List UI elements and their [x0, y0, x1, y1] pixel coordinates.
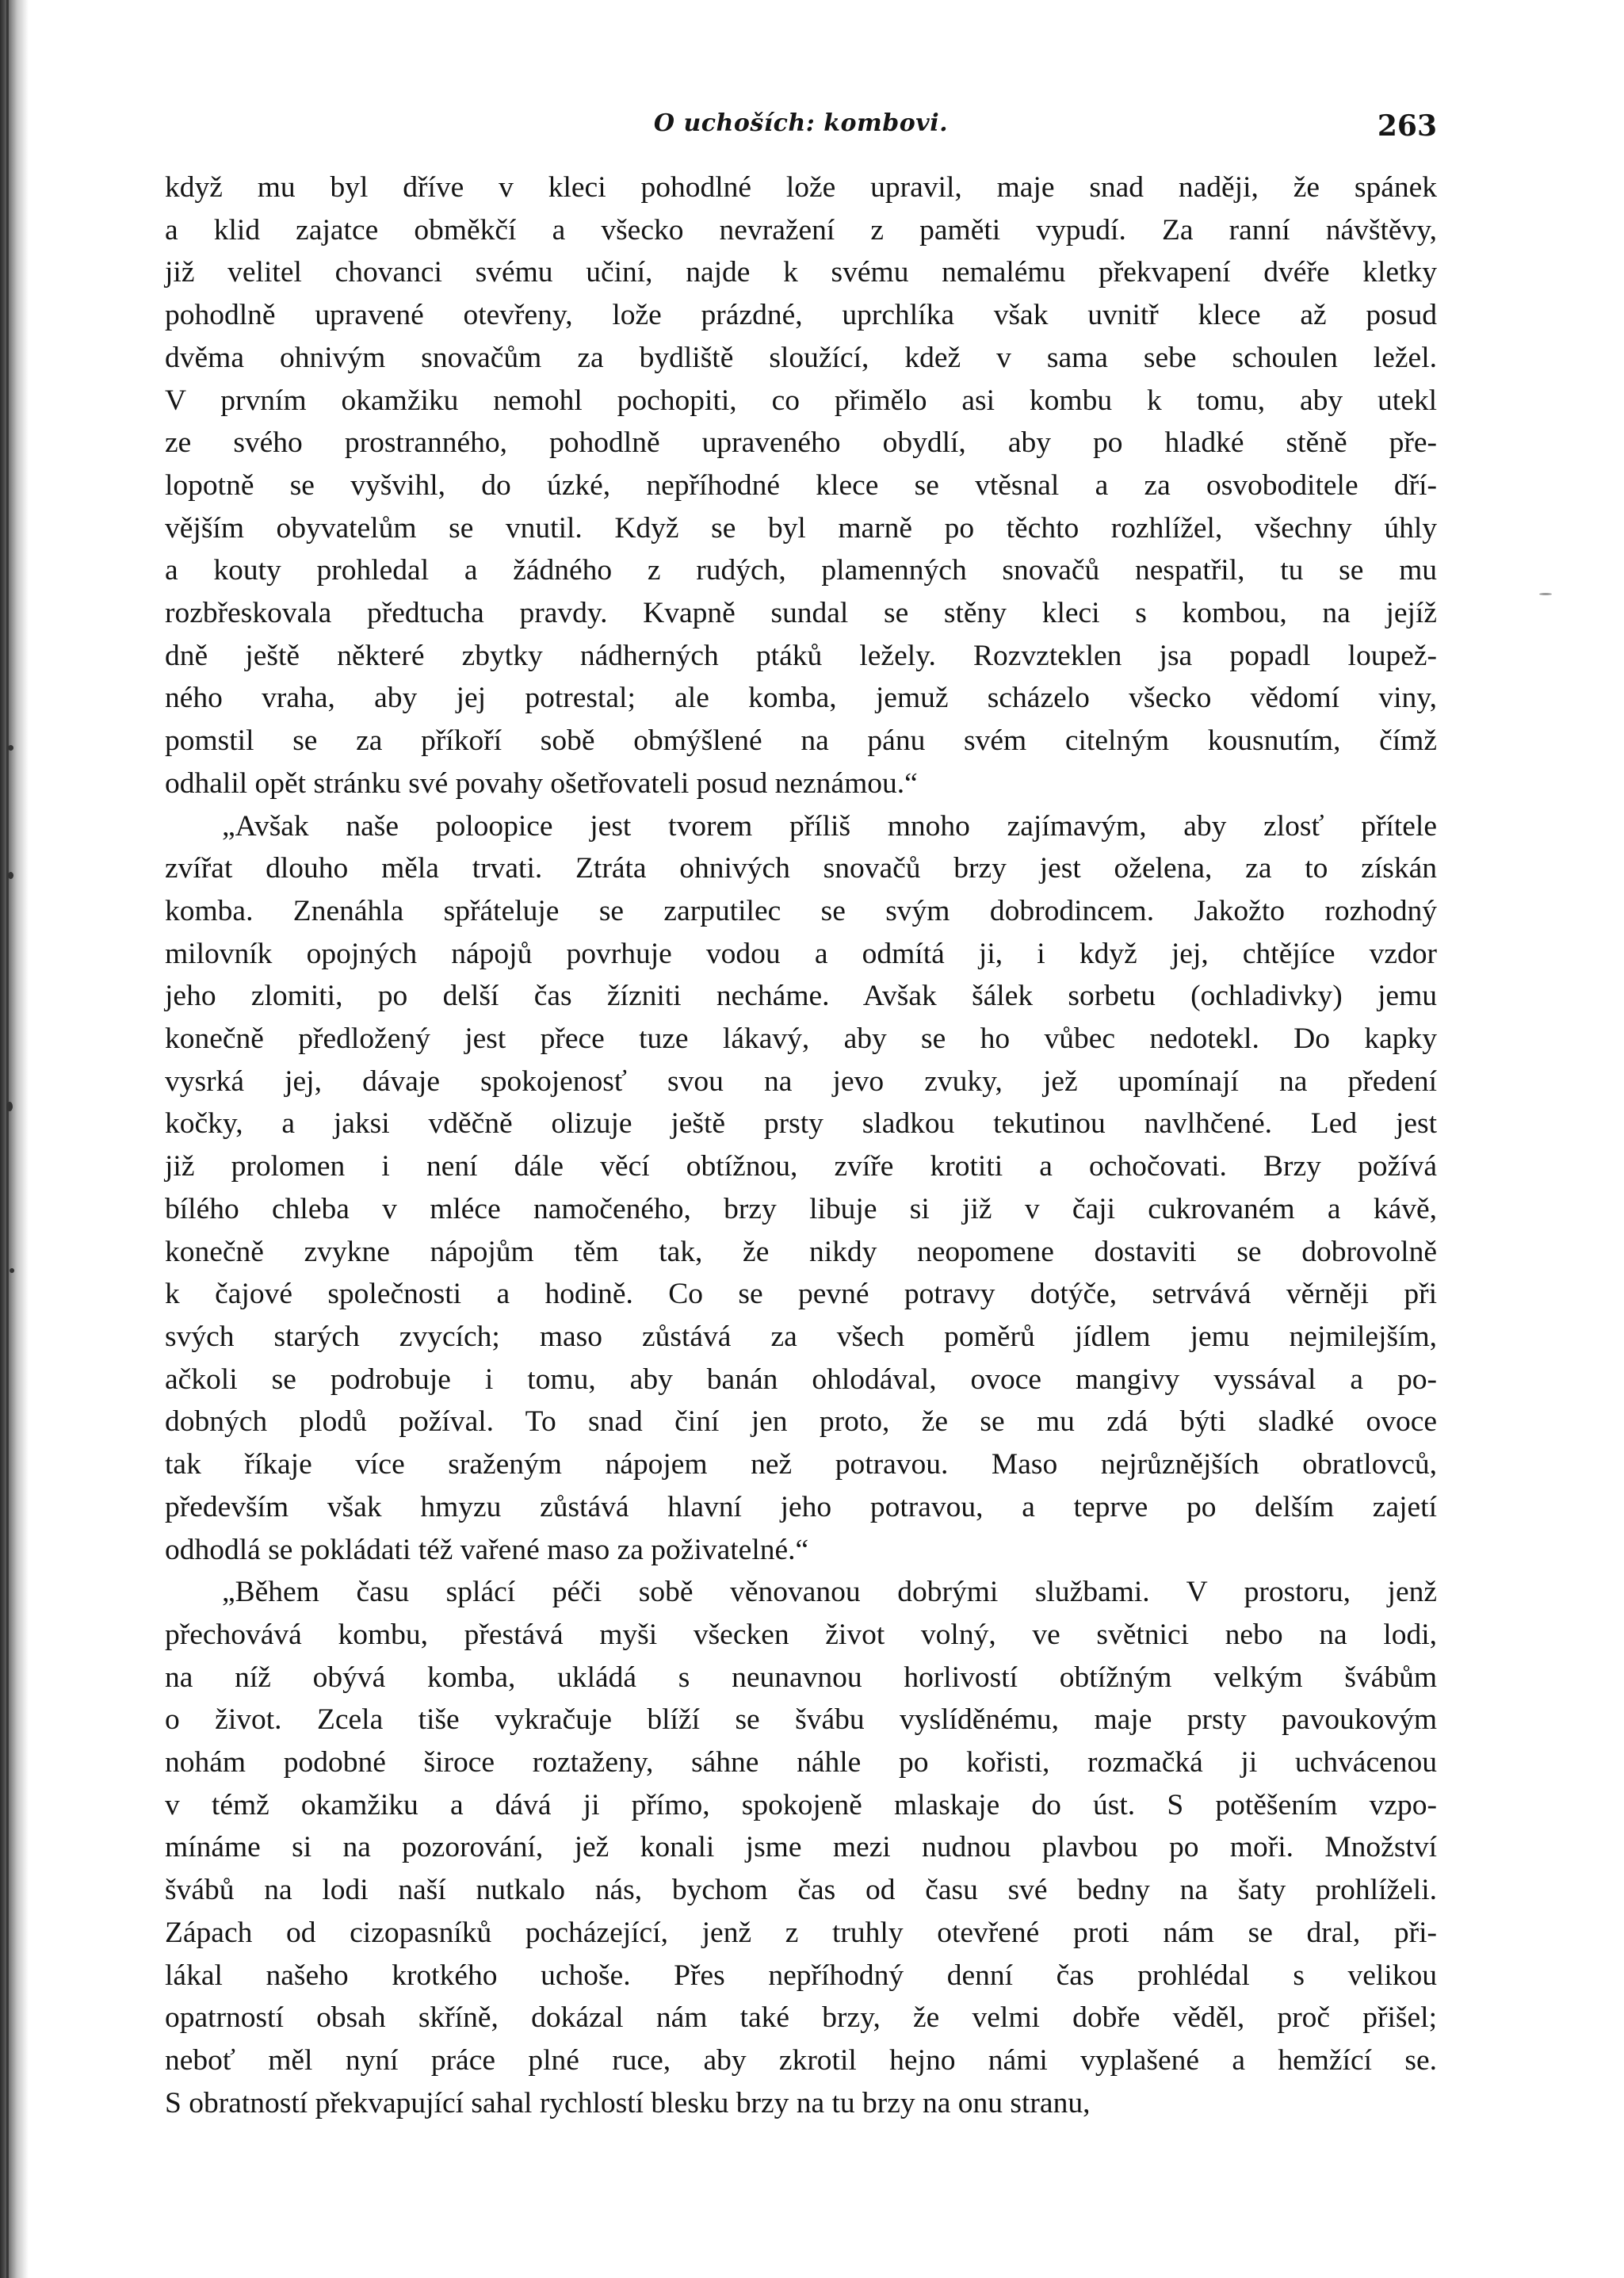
text-line: k čajové společnosti a hodině. Co se pevné potravy dotýče, setrvává věrněji při — [165, 1278, 1437, 1311]
text-line: když mu byl dříve v kleci pohodlné lože upravil, maje snad naději, že spánek — [165, 171, 1437, 204]
text-line: nohám podobné široce roztaženy, sáhne náhle po kořisti, rozmačká ji uchvácenou — [165, 1746, 1437, 1779]
text-line: tak říkaje více sraženým nápojem než potravou. Maso nejrůznějších obratlovců, — [165, 1448, 1437, 1481]
text-line: „Během času splácí péči sobě věnovanou dobrými službami. V prostoru, jenž — [222, 1576, 1437, 1609]
text-line: lákal našeho krotkého uchoše. Přes nepříhodný denní čas prohlédal s velikou — [165, 1959, 1437, 1992]
margin-speck — [6, 1102, 13, 1111]
text-line: dně ještě některé zbytky nádherných ptáků ležely. Rozvzteklen jsa popadl loupež- — [165, 639, 1437, 672]
text-line: především však hmyzu zůstává hlavní jeho potravou, a teprve po delším zajetí — [165, 1490, 1437, 1523]
text-line: zvířat dlouho měla trvati. Ztráta ohnivých snovačů brzy jest oželena, za to získán — [165, 852, 1437, 885]
text-line: a klid zajatce obměkčí a všecko nevražení z paměti vypudí. Za ranní návštěvy, — [165, 213, 1437, 247]
body-text — [165, 166, 1437, 2124]
text-line: již velitel chovanci svému učiní, najde k svému nemalému překvapení dvéře kletky — [165, 256, 1437, 289]
text-line: mínáme si na pozorování, jež konali jsme mezi nudnou plavbou po moři. Množství — [165, 1831, 1437, 1864]
paragraph — [165, 1571, 1437, 2124]
text-line: kočky, a jaksi vděčně olizuje ještě prsty sladkou tekutinou navlhčené. Led jest — [165, 1107, 1437, 1141]
text-line: „Avšak naše poloopice jest tvorem příliš mnoho zajímavým, aby zlosť přítele — [222, 809, 1437, 843]
paragraph — [165, 166, 1437, 805]
text-line: pohodlně upravené otevřeny, lože prázdné, uprchlíka však uvnitř klece až posud — [165, 299, 1437, 332]
text-line: konečně předložený jest přece tuze lákavý, aby se ho vůbec nedotekl. Do kapky — [165, 1022, 1437, 1056]
scan-page-edge — [6, 0, 9, 2278]
running-title: O uchoších: kombovi. — [653, 109, 949, 137]
text-line: v témž okamžiku a dává ji přímo, spokojeně mlaskaje do úst. S potěšením vzpo- — [165, 1788, 1437, 1821]
text-line: ačkoli se podrobuje i tomu, aby banán ohlodával, ovoce mangivy vyssával a po- — [165, 1363, 1437, 1396]
text-line: již prolomen i není dále věcí obtížnou, zvíře krotiti a ochočovati. Brzy požívá — [165, 1150, 1437, 1183]
text-line: vysrká jej, dávaje spokojenosť svou na jevo zvuky, jež upomínají na předení — [165, 1064, 1437, 1098]
book-page — [165, 109, 1437, 2124]
margin-speck — [8, 745, 13, 751]
text-line: S obratností překvapující sahal rychlostí blesku brzy na tu brzy na onu stranu, — [165, 2086, 1091, 2119]
text-line: rozbřeskovala předtucha pravdy. Kvapně sundal se stěny kleci s kombou, na jejíž — [165, 597, 1437, 630]
text-line: dobných plodů požíval. To snad činí jen proto, že se mu zdá býti sladké ovoce — [165, 1405, 1437, 1439]
text-line: jeho zlomiti, po delší čas žízniti necháme. Avšak šálek sorbetu (ochladivky) jemu — [165, 980, 1437, 1013]
text-line: opatrností obsah skříně, dokázal nám také brzy, že velmi dobře věděl, proč přišel; — [165, 2001, 1437, 2035]
running-head — [165, 109, 1437, 149]
text-line: o život. Zcela tiše vykračuje blíží se švábu vyslíděnému, maje prsty pavoukovým — [165, 1703, 1437, 1737]
text-line: svých starých zvycích; maso zůstává za všech poměrů jídlem jemu nejmilejším, — [165, 1320, 1437, 1353]
text-line: V prvním okamžiku nemohl pochopiti, co přimělo asi kombu k tomu, aby utekl — [165, 384, 1437, 417]
text-line: švábů na lodi naší nutkalo nás, bychom čas od času své bedny na šaty prohlíželi. — [165, 1874, 1437, 1907]
text-line: vějším obyvatelům se vnutil. Když se byl marně po těchto rozhlížel, všechny úhly — [165, 511, 1437, 545]
text-line: ze svého prostranného, pohodlně upraveného obydlí, aby po hladké stěně pře- — [165, 426, 1437, 460]
text-line: přechovává kombu, přestává myši všecken život volný, ve světnici nebo na lodi, — [165, 1618, 1437, 1651]
page-number: 263 — [1377, 109, 1437, 143]
paragraph — [165, 805, 1437, 1572]
margin-speck — [10, 1268, 14, 1273]
text-line: konečně zvykne nápojům těm tak, že nikdy neopomene dostaviti se dobrovolně — [165, 1235, 1437, 1268]
text-line: komba. Znenáhla spřáteluje se zarputilec se svým dobrodincem. Jakožto rozhodný — [165, 894, 1437, 927]
text-line: lopotně se vyšvihl, do úzké, nepříhodné klece se vtěsnal a za osvoboditele dří- — [165, 468, 1437, 502]
margin-speck — [1539, 593, 1552, 595]
scan-binding-shadow — [0, 0, 29, 2278]
text-line: na níž obývá komba, ukládá s neunavnou horlivostí obtížným velkým švábům — [165, 1661, 1437, 1694]
text-line: milovník opojných nápojů povrhuje vodou a odmítá ji, i když jej, chtějíce vzdor — [165, 937, 1437, 970]
text-line: a kouty prohledal a žádného z rudých, plamenných snovačů nespatřil, tu se mu — [165, 554, 1437, 587]
text-line: odhodlá se pokládati též vařené maso za poživatelné.“ — [165, 1533, 809, 1566]
text-line: odhalil opět stránku své povahy ošetřovateli posud neznámou.“ — [165, 766, 918, 800]
text-line: ného vraha, aby jej potrestal; ale komba, jemuž scházelo všecko vědomí viny, — [165, 682, 1437, 715]
text-line: Zápach od cizopasníků pocházející, jenž z truhly otevřené proti nám se dral, při- — [165, 1916, 1437, 1949]
text-line: neboť měl nyní práce plné ruce, aby zkrotil hejno námi vyplašené a hemžící se. — [165, 2043, 1437, 2077]
margin-speck — [8, 872, 13, 879]
text-line: dvěma ohnivým snovačům za bydliště sloužící, kdež v sama sebe schoulen ležel. — [165, 341, 1437, 374]
text-line: pomstil se za příkoří sobě obmýšlené na pánu svém citelným kousnutím, čímž — [165, 724, 1437, 758]
text-line: bílého chleba v mléce namočeného, brzy libuje si již v čaji cukrovaném a kávě, — [165, 1192, 1437, 1225]
